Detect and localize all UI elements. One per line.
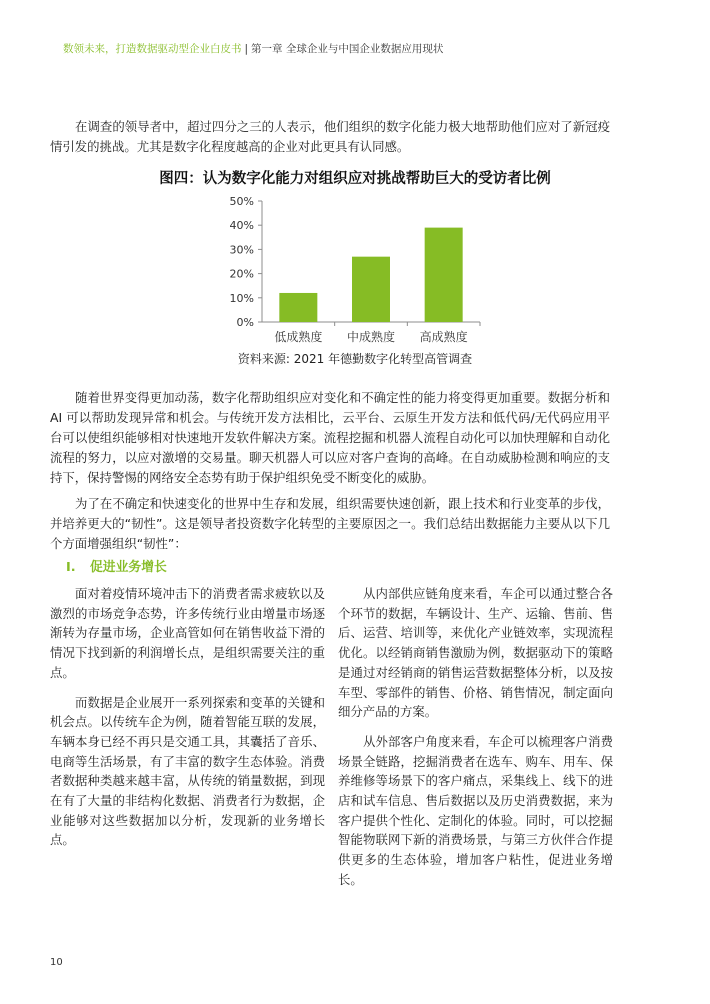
x-tick-labels: [274, 329, 467, 344]
chart-bars: [279, 228, 462, 322]
body-paragraph-1: 随着世界变得更加动荡，数字化帮助组织应对变化和不确定性的能力将变得更加重要。数据分析和 AI 可以帮助发现异常和机会。与传统开发方法相比，云平台、云原生开发方法和低代码/无代码应用平台可以使组织能够相对快速地开发软件解决方案。流程挖掘和机器人流程自动化可以加快理解和自动化流程的努力，以应对激增的交易量。聊天机器人可以应对客户查询的高峰。在自动威胁检测和响应的支持下，保持警惕的网络安全态势有助于保护组织免受不断变化的威胁。: [50, 390, 610, 485]
x-tick-label: 中成熟度: [346, 330, 396, 344]
page-number: 10: [50, 957, 63, 968]
y-tick-label: 20%: [229, 267, 254, 281]
y-tick-label: 40%: [229, 219, 254, 233]
bar-chart: [210, 190, 500, 350]
y-tick-labels: [230, 195, 254, 329]
right-col-paragraph-1: 从内部供应链角度来看，车企可以通过整合各个环节的数据，车辆设计、生产、运输、售前、售后、运营、培训等，来优化产业链效率，实现流程优化。以经销商销售激励为例，数据驱动下的策略是通过对经销商的销售运营数据整体分析，以及按车型、零部件的销售、价格、销售情况，制定面向细分产品的方案。: [338, 586, 613, 720]
x-tick-label: 高成熟度: [419, 330, 468, 344]
bar: [425, 228, 463, 322]
left-column: [50, 584, 325, 860]
left-col-paragraph-1: 面对着疫情环境冲击下的消费者需求疲软以及激烈的市场竞争态势，许多传统行业由增量市场逐渐转为存量市场，企业高管如何在销售收益下滑的情况下找到新的利润增长点，是组织需要关注的重点。: [50, 586, 325, 680]
section-number: I.: [66, 560, 76, 575]
bar: [352, 257, 390, 322]
body-paragraph-2: 为了在不确定和快速变化的世界中生存和发展，组织需要快速创新，跟上技术和行业变革的步伐，并培养更大的“韧性”。这是领导者投资数字化转型的主要原因之一。我们总结出数据能力主要从以下几个方面增强组织“韧性”：: [50, 496, 610, 551]
header-separator: |: [244, 43, 249, 55]
x-tick-label: 低成熟度: [274, 330, 323, 344]
page-header: [63, 41, 443, 56]
left-col-paragraph-2: 而数据是企业展开一系列探索和变革的关键和机会点。以传统车企为例，随着智能互联的发展，车辆本身已经不再只是交通工具，其囊括了音乐、电商等生活场景，有了丰富的数字生态体验。消费者数据种类越来越丰富，从传统的销量数据，到现在有了大量的非结构化数据、消费者行为数据，企业能够对这些数据加以分析，发现新的业务增长点。: [50, 694, 325, 848]
y-tick-label: 50%: [229, 195, 254, 208]
figure-source: 资料来源: 2021 年德勤数字化转型高管调查: [237, 352, 473, 366]
figure-title: 图四：认为数字化能力对组织应对挑战帮助巨大的受访者比例: [159, 171, 551, 187]
section-title: 促进业务增长: [90, 560, 167, 575]
y-tick-label: 10%: [229, 291, 254, 305]
right-col-paragraph-2: 从外部客户角度来看，车企可以梳理客户消费场景全链路，挖掘消费者在选车、购车、用车、保养维修等场景下的客户痛点，采集线上、线下的进店和试车信息、售后数据以及历史消费数据，来为客户提供个性化、定制化的体验。同时，可以挖掘智能物联网下新的消费场景，与第三方伙伴合作提供更多的生态体验，增加客户粘性，促进业务增长。: [338, 733, 613, 887]
header-doc-title: 数领未来，打造数据驱动型企业白皮书: [63, 43, 242, 55]
section-heading: [66, 556, 167, 575]
y-tick-label: 30%: [229, 243, 254, 257]
right-column: [338, 584, 613, 900]
intro-paragraph: 在调查的领导者中，超过四分之三的人表示，他们组织的数字化能力极大地帮助他们应对了新冠疫情引发的挑战。尤其是数字化程度越高的企业对此更具有认同感。: [50, 119, 610, 154]
y-tick-label: 0%: [236, 316, 254, 329]
header-chapter-title: 第一章 全球企业与中国企业数据应用现状: [251, 43, 444, 55]
bar: [279, 293, 317, 322]
